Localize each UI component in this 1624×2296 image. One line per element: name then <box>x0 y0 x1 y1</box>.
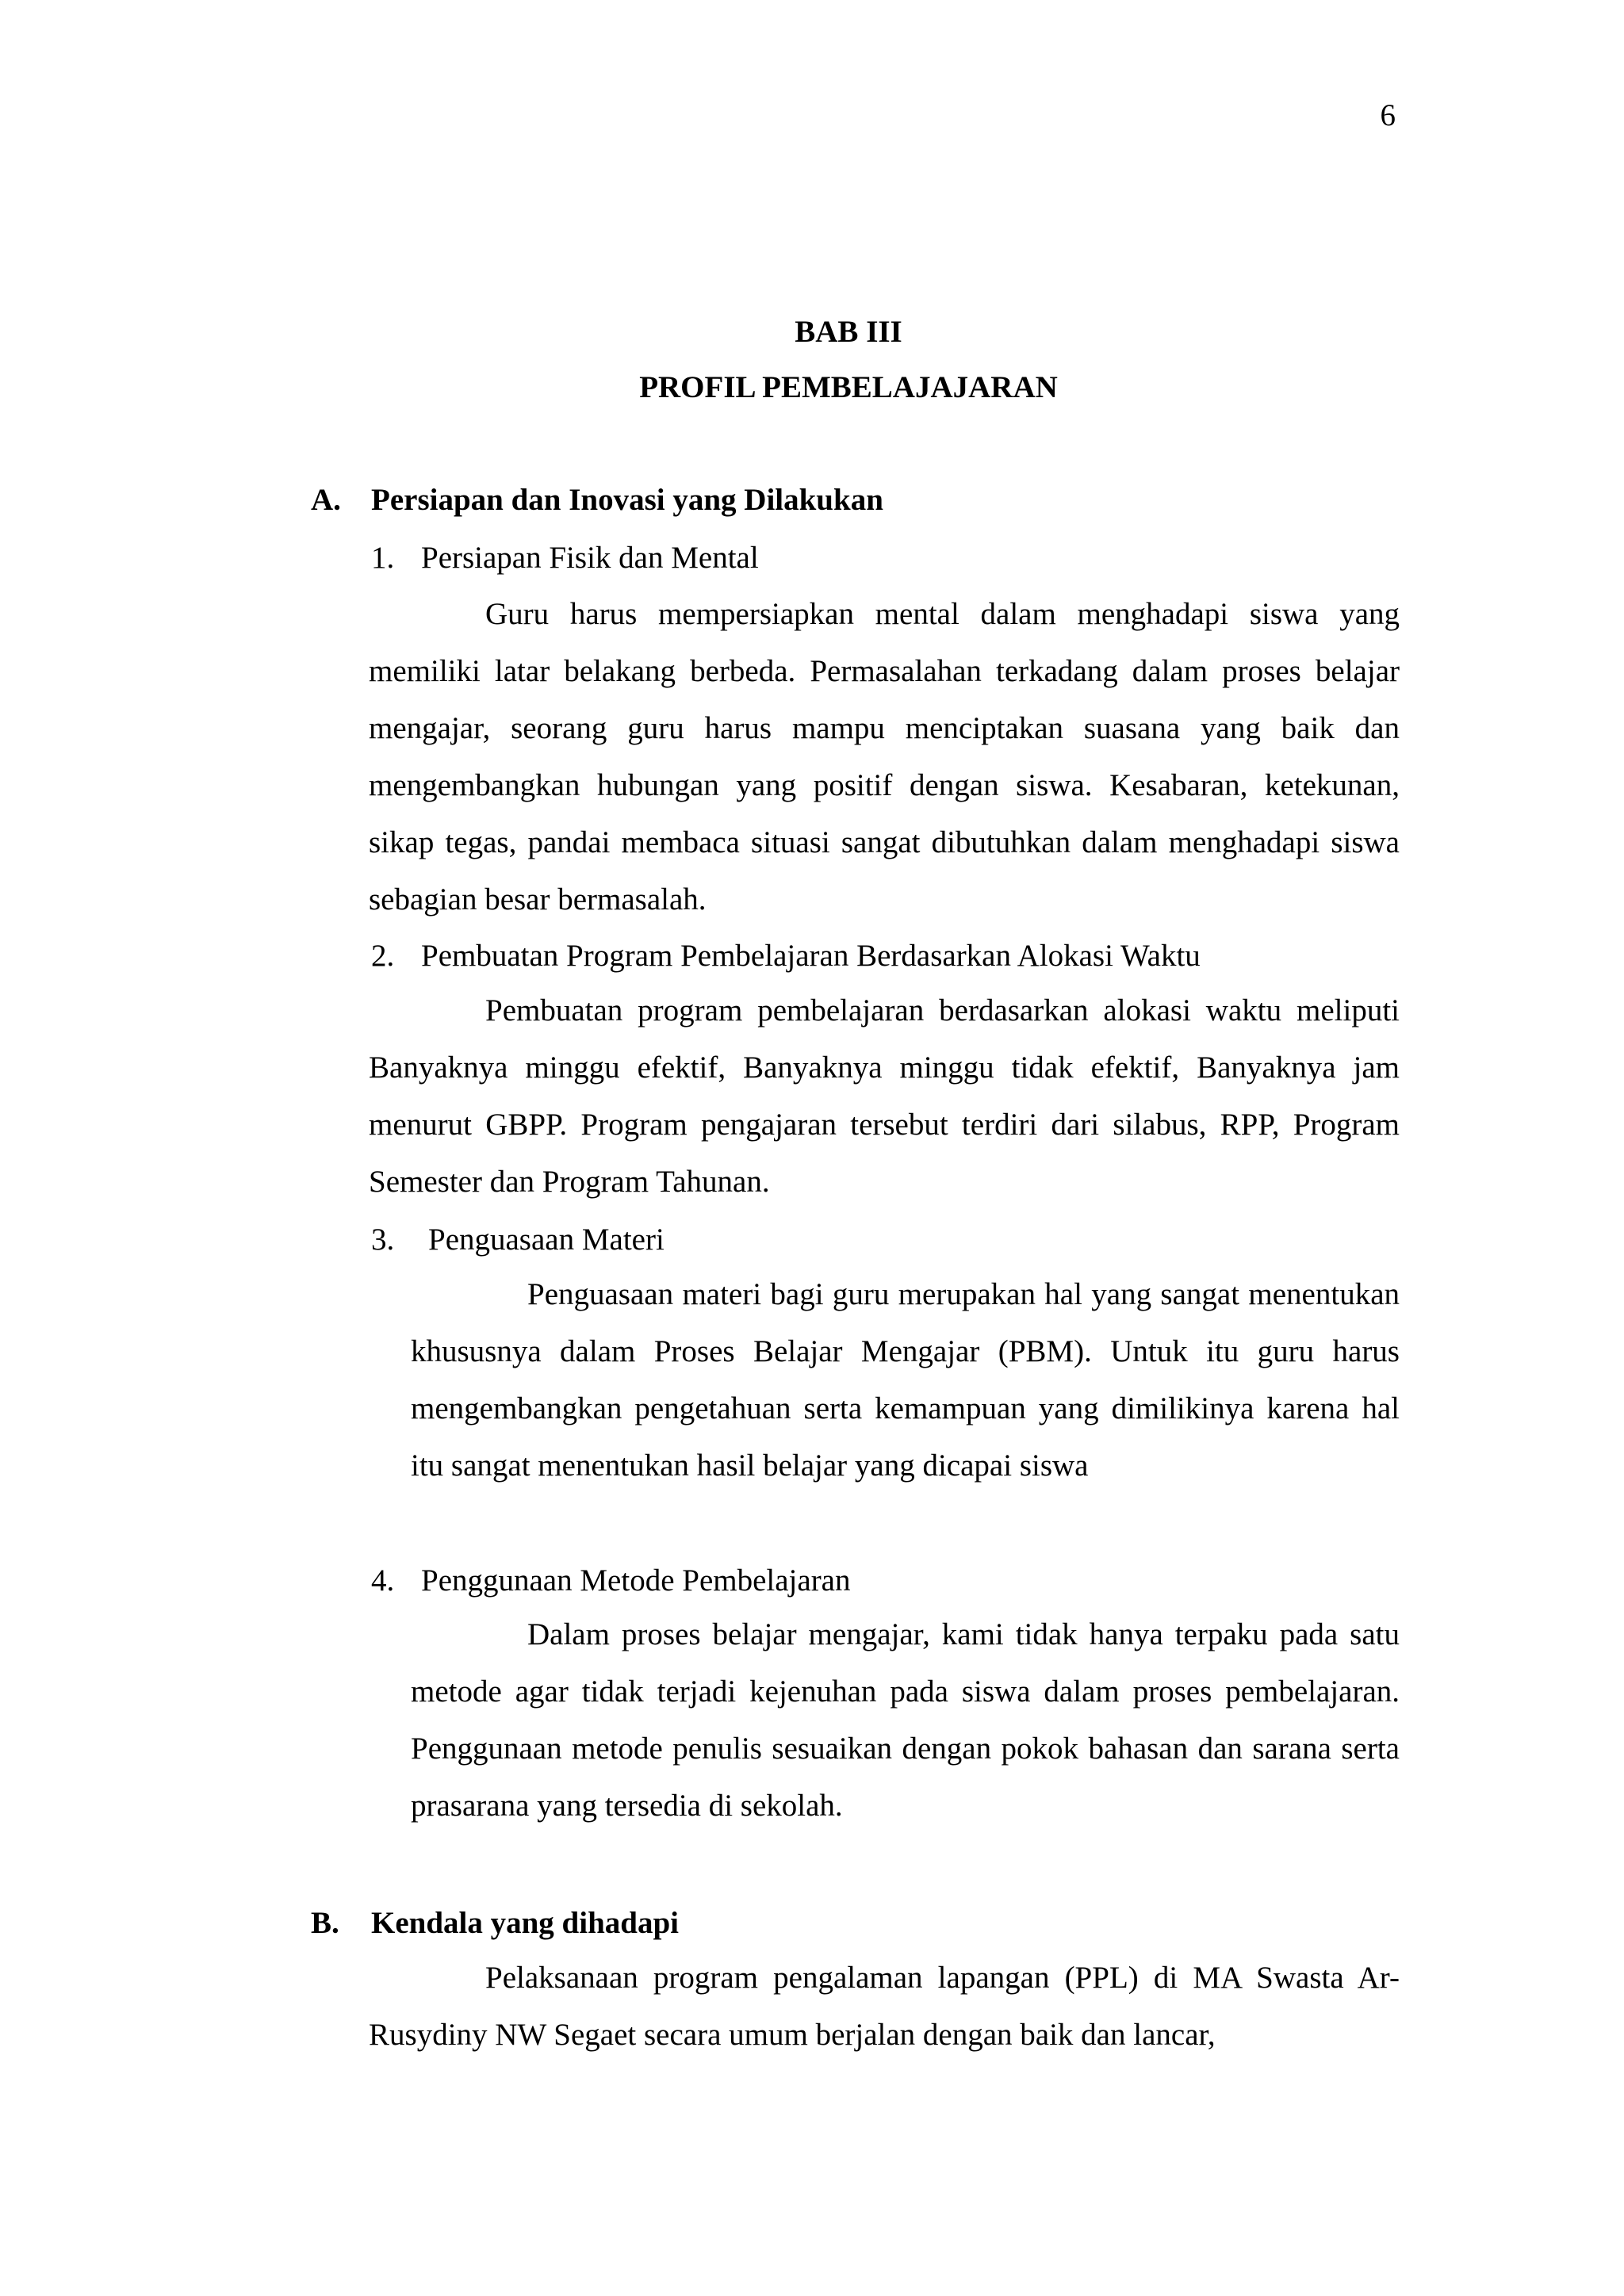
subsection-1-paragraph: Guru harus mempersiapkan mental dalam menghadapi siswa yang memiliki latar belakang berbeda. Permasalahan terkadang dalam proses belajar mengajar, seorang guru harus mampu menciptakan suasana yang baik dan mengembangkan hubungan yang positif dengan siswa. Kesabaran, ketekunan, sikap tegas, pandai membaca situasi sangat dibutuhkan dalam menghadapi siswa sebagian besar bermasalah. <box>369 597 1400 916</box>
section-a-label: A. <box>311 483 341 517</box>
section-a-title: Persiapan dan Inovasi yang Dilakukan <box>371 483 883 517</box>
subsection-4-title: Penggunaan Metode Pembelajaran <box>421 1563 851 1598</box>
section-b-paragraph: Pelaksanaan program pengalaman lapangan (PPL) di MA Swasta Ar-Rusydiny NW Segaet secara umum berjalan dengan baik dan lancar, <box>369 1961 1400 2052</box>
page-number: 6 <box>1380 98 1396 132</box>
subsection-1-title: Persiapan Fisik dan Mental <box>421 541 759 575</box>
subsection-2-title: Pembuatan Program Pembelajaran Berdasarkan Alokasi Waktu <box>421 939 1201 973</box>
subsection-3-number: 3. <box>371 1223 395 1257</box>
section-b-label: B. <box>311 1906 339 1940</box>
chapter-title: BAB III <box>795 315 902 349</box>
chapter-subtitle: PROFIL PEMBELAJAJARAN <box>639 370 1058 404</box>
subsection-2-paragraph: Pembuatan program pembelajaran berdasarkan alokasi waktu meliputi Banyaknya minggu efektif, Banyaknya minggu tidak efektif, Banyaknya jam menurut GBPP. Program pengajaran tersebut terdiri dari silabus, RPP, Program Semester dan Program Tahunan. <box>369 993 1400 1199</box>
subsection-4-paragraph: Dalam proses belajar mengajar, kami tidak hanya terpaku pada satu metode agar tidak terjadi kejenuhan pada siswa dalam proses pembelajaran. Penggunaan metode penulis sesuaikan dengan pokok bahasan dan sarana serta prasarana yang tersedia di sekolah. <box>411 1617 1400 1823</box>
subsection-3-title: Penguasaan Materi <box>428 1223 665 1257</box>
subsection-2-number: 2. <box>371 939 395 973</box>
subsection-4-number: 4. <box>371 1563 395 1598</box>
subsection-1-number: 1. <box>371 541 395 575</box>
section-b-title: Kendala yang dihadapi <box>371 1906 679 1940</box>
subsection-3-paragraph: Penguasaan materi bagi guru merupakan hal yang sangat menentukan khususnya dalam Proses Belajar Mengajar (PBM). Untuk itu guru harus mengembangkan pengetahuan serta kemampuan yang dimilikinya karena hal itu sangat menentukan hasil belajar yang dicapai siswa <box>411 1277 1400 1483</box>
